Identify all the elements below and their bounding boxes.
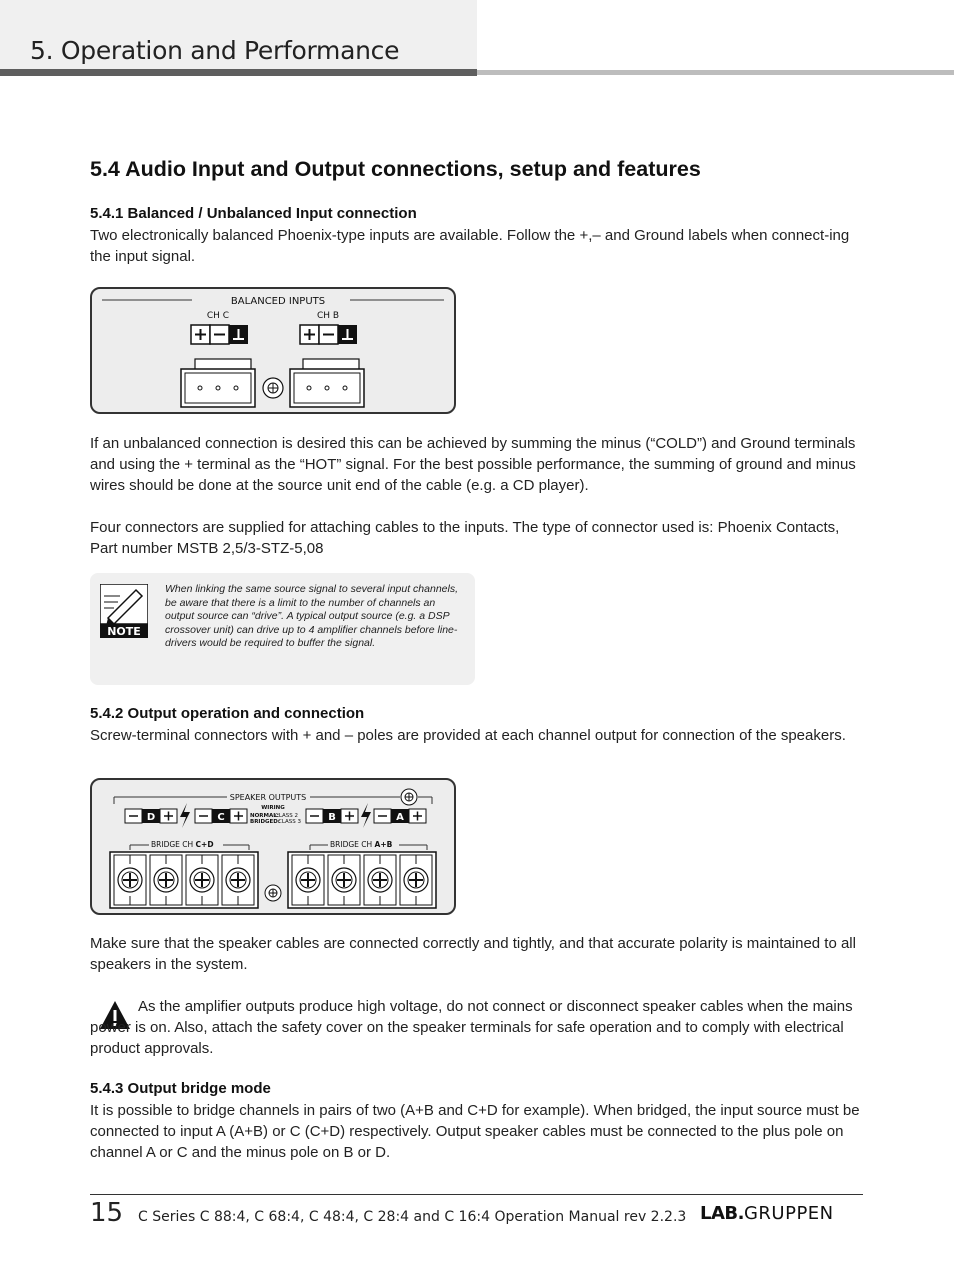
subsection-title-bridge: 5.4.3 Output bridge mode	[90, 1080, 271, 1097]
screw-terminal	[222, 855, 254, 905]
header-bar-dark	[0, 69, 477, 76]
paragraph-input-intro: Two electronically balanced Phoenix-type inputs are available. Follow the +,– and Ground labels when connect-ing the input signal.	[90, 227, 850, 265]
header-bar-light	[477, 70, 954, 75]
paragraph-connectors: Four connectors are supplied for attaching cables to the inputs. The type of connector used is: Phoenix Contacts, Part number MSTB 2,5/3-STZ-5,08	[90, 519, 840, 557]
input-connector-c	[181, 359, 255, 407]
svg-text:C: C	[217, 812, 225, 823]
lab-gruppen-logo: LAB.GRUPPEN	[700, 1203, 834, 1224]
ch-b-polarity-symbols	[300, 325, 357, 344]
balanced-inputs-illustration	[92, 289, 454, 412]
wiring-title: WIRING	[261, 805, 285, 811]
panel-mount-screw	[265, 885, 281, 901]
section-title: 5.4 Audio Input and Output connections, setup and features	[90, 157, 701, 181]
wiring-normal-label: NORMAL:	[250, 813, 279, 819]
screw-terminal	[186, 855, 218, 905]
wiring-bridged-label: BRIDGED:	[250, 819, 281, 825]
footer-rule	[90, 1194, 863, 1195]
lightning-icon	[180, 803, 190, 828]
screw-terminal	[328, 855, 360, 905]
output-ch-c	[195, 809, 247, 823]
svg-text:B: B	[328, 812, 336, 823]
paragraph-bridge: It is possible to bridge channels in pairs of two (A+B and C+D for example). When bridged, the input source must be connected to input A (A+B) or C (C+D) respectively. Output speaker cables must be connected to the plus pole on channel A or C and the minus pole on B or D.	[90, 1102, 860, 1161]
speaker-outputs-illustration	[92, 780, 454, 913]
panel-mount-screw	[263, 378, 283, 398]
speaker-outputs-panel	[90, 778, 456, 915]
paragraph-polarity: Make sure that the speaker cables are connected correctly and tightly, and that accurate polarity is maintained to all speakers in the system.	[90, 935, 856, 973]
note-pen-icon	[100, 584, 148, 639]
footer-manual-title: C Series C 88:4, C 68:4, C 48:4, C 28:4 and C 16:4 Operation Manual rev 2.2.3	[138, 1209, 687, 1225]
note-label: NOTE	[107, 625, 141, 638]
screw-terminal	[400, 855, 432, 905]
svg-text:D: D	[146, 812, 156, 823]
warning-text: As the amplifier outputs produce high voltage, do not connect or disconnect speaker cables when the mains power is on. Also, attach the safety cover on the speaker terminals for safe operation and to comply with electrical product approvals.	[90, 998, 853, 1057]
terminal-block-ab	[288, 852, 436, 908]
page-header-title: 5. Operation and Performance	[30, 36, 400, 65]
paragraph-output-intro: Screw-terminal connectors with + and – poles are provided at each channel output for connection of the speakers.	[90, 727, 846, 744]
balanced-inputs-title: BALANCED INPUTS	[230, 296, 326, 307]
screw-terminal	[364, 855, 396, 905]
bridge-cd-label: BRIDGE CH C+D	[151, 840, 214, 849]
subsection-title-input: 5.4.1 Balanced / Unbalanced Input connection	[90, 205, 417, 222]
terminal-block-cd	[110, 852, 258, 908]
speaker-outputs-title: SPEAKER OUTPUTS	[229, 793, 307, 802]
subsection-title-output: 5.4.2 Output operation and connection	[90, 705, 365, 722]
screw-terminal	[114, 855, 146, 905]
note-text: When linking the same source signal to several input channels, be aware that there is a limit to the number of channels an output source can “drive”. A typical output source (e.g. a DSP crossover unit) can drive up to 4 amplifier channels before line-drivers would be required to buffer the signal.	[165, 583, 458, 649]
output-ch-b	[306, 809, 358, 823]
svg-text:A: A	[396, 812, 404, 823]
screw-terminal	[292, 855, 324, 905]
balanced-inputs-panel	[90, 287, 456, 414]
ch-c-polarity-symbols	[191, 325, 248, 344]
lightning-icon	[361, 803, 371, 828]
page-number: 15	[90, 1198, 124, 1228]
input-connector-b	[290, 359, 364, 407]
output-ch-d	[125, 809, 177, 823]
bridge-ab-label: BRIDGE CH A+B	[330, 840, 393, 849]
input-ch-c-label: CH C	[206, 311, 230, 321]
output-ch-a	[374, 809, 426, 823]
wiring-bridged-value: CLASS 3	[278, 819, 302, 825]
wiring-normal-value: CLASS 2	[275, 813, 299, 819]
paragraph-unbalanced: If an unbalanced connection is desired this can be achieved by summing the minus (“COLD”) and Ground terminals and using the + terminal as the “HOT” signal. For the best possible performance, the summing of ground and minus wires should be done at the source unit end of the cable (e.g. a CD player).	[90, 435, 856, 494]
input-ch-b-label: CH B	[316, 311, 340, 321]
screw-terminal	[150, 855, 182, 905]
